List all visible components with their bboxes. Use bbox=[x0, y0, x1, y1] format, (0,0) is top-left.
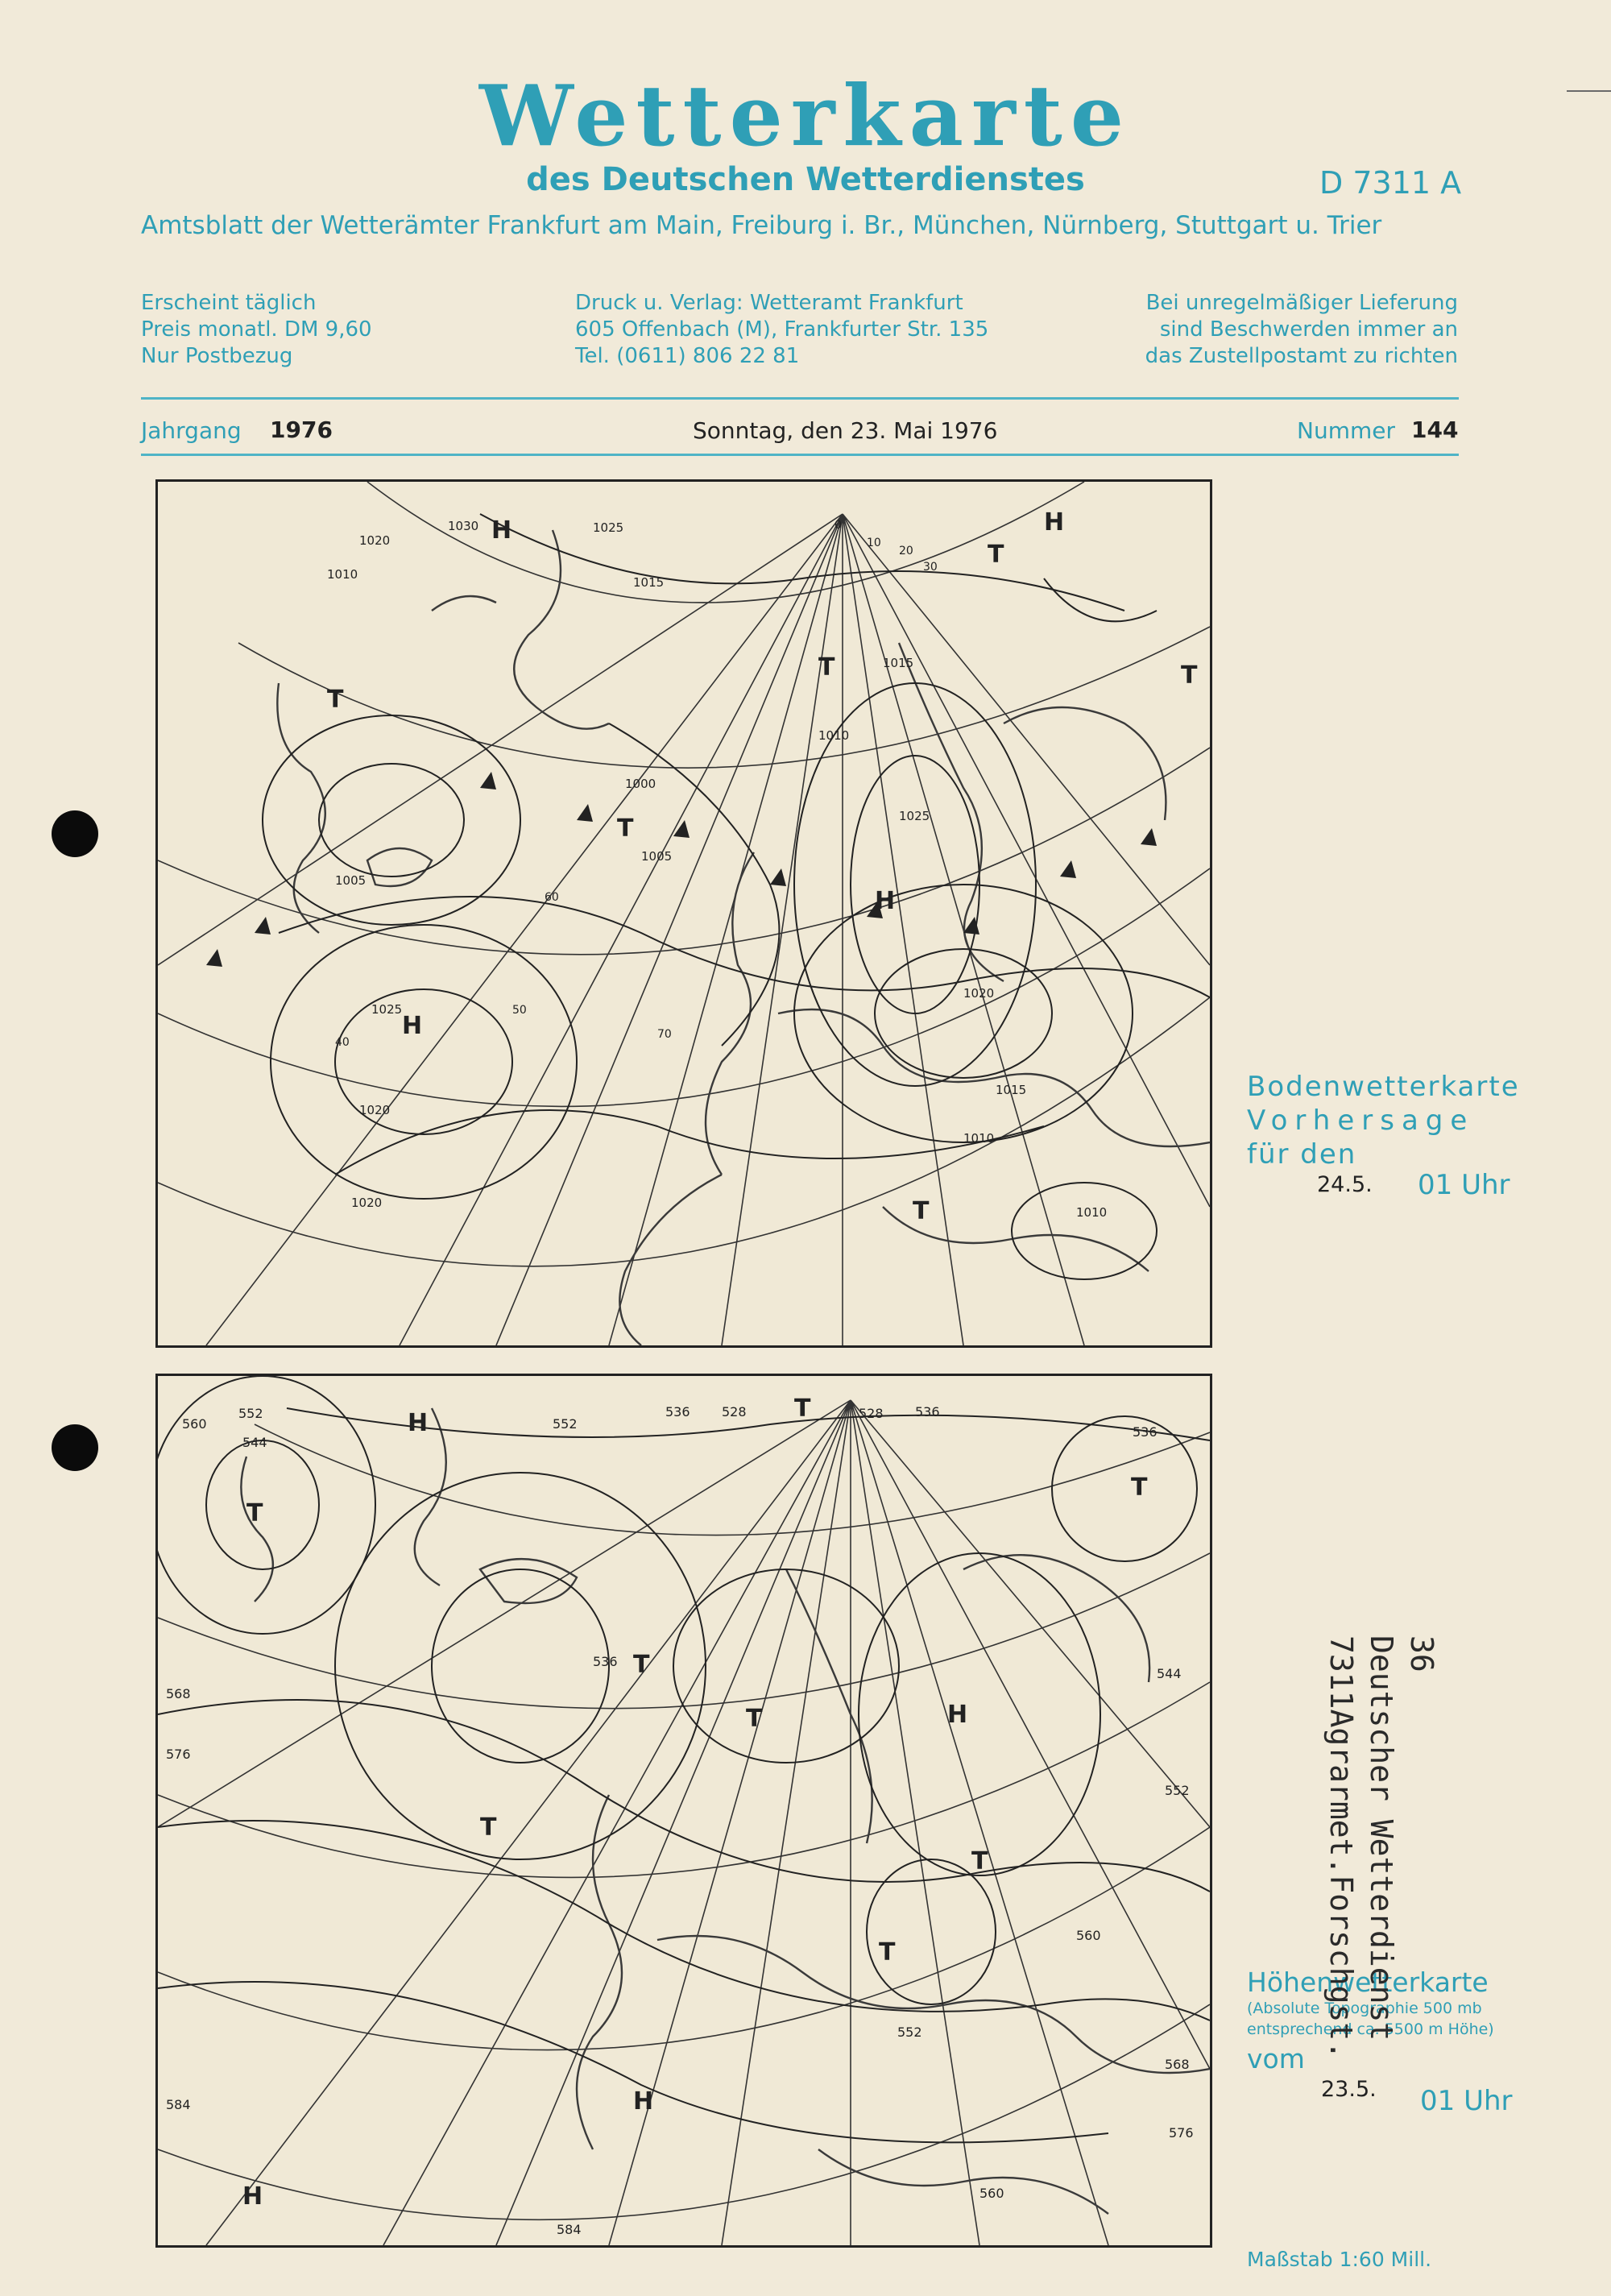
low-center: T bbox=[480, 1813, 497, 1842]
isobar-label: 1000 bbox=[625, 777, 656, 791]
high-center: H bbox=[1044, 508, 1065, 537]
grid-label: 70 bbox=[657, 1028, 672, 1041]
library-stamp bbox=[1321, 1635, 1442, 2059]
number-value: 144 bbox=[1411, 417, 1459, 443]
isobar-label: 1005 bbox=[641, 849, 673, 864]
contour-label: 584 bbox=[557, 2222, 582, 2237]
contour-label: 552 bbox=[238, 1406, 263, 1421]
contour-label: 560 bbox=[1076, 1928, 1101, 1943]
high-center: H bbox=[875, 887, 896, 915]
subscription-info bbox=[141, 290, 372, 370]
low-center: T bbox=[246, 1499, 263, 1527]
caption-forecast: Vorhersage bbox=[1247, 1104, 1475, 1137]
low-center: T bbox=[617, 814, 634, 843]
low-center: T bbox=[913, 1197, 930, 1225]
stamp-number: 36 bbox=[1404, 1635, 1439, 1672]
high-center: H bbox=[242, 2182, 263, 2211]
grid-label: 40 bbox=[335, 1036, 350, 1049]
issue-date: Sonntag, den 23. Mai 1976 bbox=[693, 417, 998, 444]
high-center: H bbox=[491, 516, 512, 545]
punch-hole bbox=[52, 810, 98, 857]
low-center: T bbox=[633, 1651, 650, 1679]
year-label: Jahrgang bbox=[141, 417, 242, 444]
grid-label: 60 bbox=[545, 891, 559, 904]
isobar-label: 1025 bbox=[371, 1002, 403, 1017]
upper-map-date: 23.5. bbox=[1321, 2077, 1377, 2102]
issuing-offices: Amtsblatt der Wetterämter Frankfurt am Main, Freiburg i. Br., München, Nürnberg, Stuttgart u. Trier bbox=[141, 211, 1382, 240]
isobar-label: 1010 bbox=[818, 728, 850, 743]
note-line: (Absolute Topographie 500 mb bbox=[1247, 2000, 1482, 2017]
isobar-label: 1010 bbox=[963, 1131, 995, 1146]
punch-hole bbox=[52, 1424, 98, 1471]
contour-label: 536 bbox=[593, 1654, 618, 1669]
high-center: H bbox=[408, 1409, 429, 1437]
high-center: H bbox=[947, 1701, 968, 1729]
info-line: Tel. (0611) 806 22 81 bbox=[575, 344, 800, 368]
contour-label: 544 bbox=[242, 1435, 267, 1450]
caption-for-date: für den bbox=[1247, 1138, 1357, 1171]
isobar-label: 1025 bbox=[899, 809, 930, 823]
contour-label: 528 bbox=[722, 1404, 747, 1419]
year-value: 1976 bbox=[270, 417, 333, 443]
grid-label: 50 bbox=[512, 1004, 527, 1017]
contour-label: 576 bbox=[1169, 2125, 1194, 2141]
info-line: Druck u. Verlag: Wetteramt Frankfurt bbox=[575, 291, 963, 315]
surface-map-caption bbox=[1247, 1070, 1520, 1171]
contour-label: 552 bbox=[1165, 1783, 1190, 1798]
number-label: Nummer bbox=[1297, 417, 1395, 444]
high-center: H bbox=[633, 2087, 654, 2116]
grid-label: 10 bbox=[867, 537, 881, 549]
grid-label: 0 bbox=[834, 519, 842, 532]
contour-label: 568 bbox=[1165, 2057, 1190, 2072]
masthead-subtitle: des Deutschen Wetterdienstes bbox=[526, 161, 1085, 198]
upper-map-vom: vom bbox=[1247, 2043, 1305, 2074]
low-center: T bbox=[988, 541, 1004, 569]
contour-label: 536 bbox=[1133, 1424, 1158, 1440]
contour-label: 552 bbox=[897, 2025, 922, 2040]
isobar-label: 1005 bbox=[335, 873, 367, 888]
contour-label: 560 bbox=[182, 1416, 207, 1432]
info-line: sind Beschwerden immer an bbox=[1159, 317, 1458, 342]
surface-map-drawing bbox=[158, 482, 1210, 1345]
low-center: T bbox=[879, 1938, 896, 1967]
low-center: T bbox=[1131, 1473, 1148, 1502]
info-line: Preis monatl. DM 9,60 bbox=[141, 317, 372, 342]
info-line: das Zustellpostamt zu richten bbox=[1145, 344, 1458, 368]
info-line: Bei unregelmäßiger Lieferung bbox=[1145, 291, 1458, 315]
stamp-line: Deutscher Wetterdienst bbox=[1364, 1635, 1399, 2041]
low-center: T bbox=[794, 1395, 811, 1423]
grid-label: 20 bbox=[899, 545, 913, 557]
isobar-label: 1010 bbox=[327, 567, 358, 582]
info-line: 605 Offenbach (M), Frankfurter Str. 135 bbox=[575, 317, 989, 342]
upper-map-caption: Höhenwetterkarte bbox=[1247, 1967, 1489, 1998]
isobar-label: 1015 bbox=[996, 1083, 1027, 1097]
isobar-label: 1010 bbox=[1076, 1205, 1108, 1220]
contour-label: 584 bbox=[166, 2097, 191, 2112]
isobar-label: 1020 bbox=[359, 1103, 391, 1117]
publication-code: D 7311 A bbox=[1319, 165, 1462, 201]
isobar-label: 1020 bbox=[351, 1196, 383, 1210]
header-rule-bottom bbox=[141, 454, 1459, 456]
contour-label: 536 bbox=[915, 1404, 940, 1419]
info-line: Erscheint täglich bbox=[141, 291, 317, 315]
header-rule-top bbox=[141, 397, 1459, 400]
contour-label: 560 bbox=[979, 2186, 1004, 2201]
info-line: Nur Postbezug bbox=[141, 344, 293, 368]
upper-map-time: 01 Uhr bbox=[1420, 2085, 1513, 2117]
publisher-info bbox=[575, 290, 988, 370]
low-center: T bbox=[971, 1847, 988, 1875]
isobar-label: 1030 bbox=[448, 519, 479, 533]
contour-label: 576 bbox=[166, 1747, 191, 1762]
contour-label: 544 bbox=[1157, 1666, 1182, 1681]
isobar-label: 1025 bbox=[593, 520, 624, 535]
low-center: T bbox=[746, 1705, 763, 1733]
stamp-line: 7311Agrarmet.Forschgst. bbox=[1323, 1635, 1359, 2060]
contour-label: 528 bbox=[859, 1406, 884, 1421]
contour-label: 536 bbox=[665, 1404, 690, 1419]
surface-map-date: 24.5. bbox=[1317, 1172, 1373, 1197]
upper-map-drawing bbox=[158, 1376, 1210, 2245]
low-center: T bbox=[818, 653, 835, 682]
isobar-label: 1015 bbox=[633, 575, 665, 590]
high-center: H bbox=[402, 1012, 423, 1040]
isobar-label: 1020 bbox=[963, 986, 995, 1001]
delivery-notice bbox=[1023, 290, 1458, 370]
caption-title: Bodenwetterkarte bbox=[1247, 1071, 1520, 1103]
edge-mark bbox=[1567, 90, 1611, 92]
masthead-title: Wetterkarte bbox=[479, 66, 1132, 165]
low-center: T bbox=[327, 686, 344, 714]
surface-forecast-map bbox=[155, 479, 1212, 1348]
surface-map-time: 01 Uhr bbox=[1418, 1169, 1510, 1201]
grid-label: 30 bbox=[923, 561, 938, 574]
map-scale: Maßstab 1:60 Mill. bbox=[1247, 2248, 1432, 2271]
upper-air-map bbox=[155, 1374, 1212, 2248]
low-center: T bbox=[1181, 661, 1198, 690]
isobar-label: 1020 bbox=[359, 533, 391, 548]
isobar-label: 1015 bbox=[883, 656, 914, 670]
note-line: entsprechend ca. 5500 m Höhe) bbox=[1247, 2020, 1494, 2038]
contour-label: 568 bbox=[166, 1686, 191, 1701]
contour-label: 552 bbox=[553, 1416, 578, 1432]
